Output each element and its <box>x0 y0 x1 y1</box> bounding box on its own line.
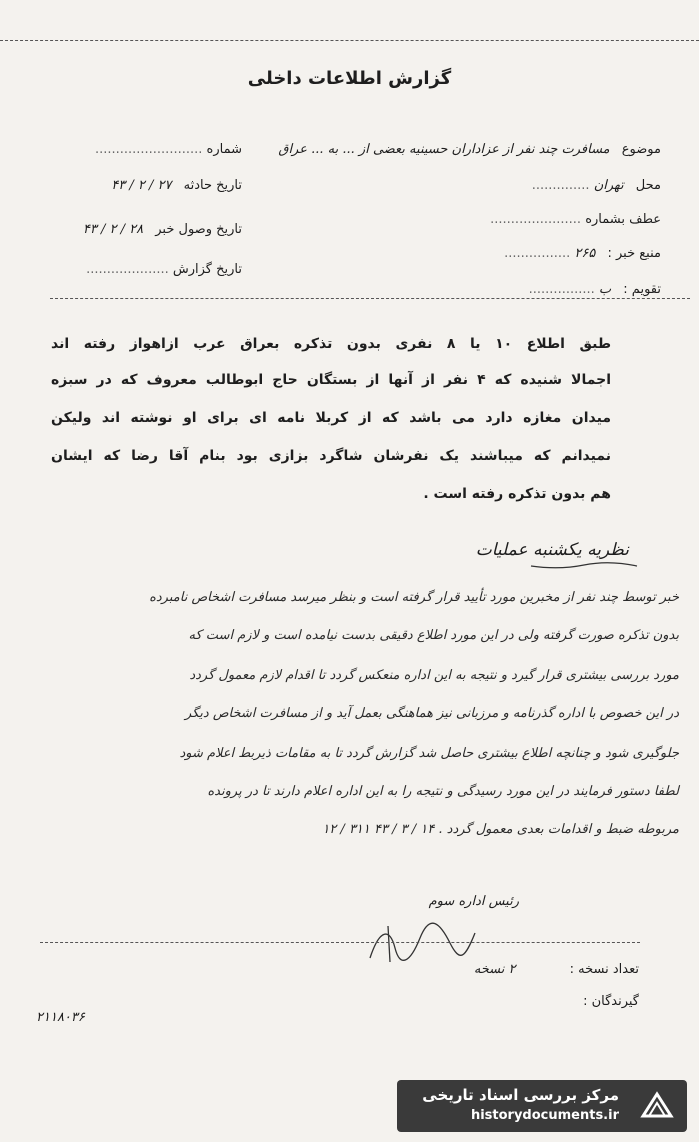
recipients-field <box>583 994 639 1009</box>
opinion-line: در این خصوص با اداره گذرنامه و مرزبانی نیز هماهنگی بعمل آید و از مسافرت اشخاص دیگر <box>184 706 679 721</box>
signature-icon <box>360 918 480 968</box>
opinion-line: بدون تذکره صورت گرفته ولی در این مورد اطلاع دقیقی بدست نیامده است و لازم است که <box>188 628 679 643</box>
subject-value: مسافرت چند نفر از عزاداران حسینیه بعضی از ... به ... عراق <box>278 142 610 157</box>
receipt-date-field <box>52 222 242 237</box>
assessment-value: ب <box>598 282 612 297</box>
incident-date-value: ۲۷ / ۲ / ۴۳ <box>111 178 172 193</box>
source-label: منبع خبر : <box>607 246 661 261</box>
document-title: گزارش اطلاعات داخلی <box>247 68 452 89</box>
opinion-line: خبر توسط چند نفر از مخبرین مورد تأیید قرار گرفته است و بنظر میرسد مسافرت اشخاص نامبرده <box>149 590 679 605</box>
subject-field <box>278 142 661 157</box>
footer-divider <box>40 942 640 943</box>
copies-value: ۲ نسخه <box>473 962 516 977</box>
heading-underline <box>529 562 639 570</box>
source-value: ۲۶۵ <box>574 246 596 261</box>
signature-line: رئیس اداره سوم <box>428 894 519 909</box>
body-line: طبق اطلاع ۱۰ یا ۸ نفری بدون تذکره بعراق عرب ازاهواز رفته اند <box>51 336 612 352</box>
incident-date-label: تاریخ حادثه <box>183 178 242 193</box>
receipt-date-value: ۲۸ / ۲ / ۴۳ <box>82 222 144 237</box>
opinion-heading: نظریه یکشنبه عملیات <box>475 540 629 560</box>
archive-url: historydocuments.ir <box>470 1108 619 1123</box>
case-field: عطف بشماره ...................... <box>490 212 661 227</box>
opinion-line: مربوطه ضبط و اقدامات بعدی معمول گردد . ۱۴ / ۳ / ۴۳ ۳۱۱ / ۱۲ <box>322 822 679 837</box>
archive-name: مرکز بررسی اسناد تاریخی <box>422 1086 619 1104</box>
book-icon <box>637 1086 677 1126</box>
subject-label: موضوع <box>621 142 661 157</box>
assessment-label: تقویم : <box>623 282 661 297</box>
top-divider <box>0 40 699 41</box>
body-line: هم بدون تذکره رفته است . <box>423 486 611 502</box>
place-field: محل تهران .............. <box>531 178 661 193</box>
source-field: منبع خبر : ۲۶۵ ................ <box>504 246 661 261</box>
body-line: اجمالا شنیده که ۴ نفر از آنها از بستگان حاج ابوطالب معروف که در سبزه <box>51 372 612 388</box>
archive-watermark <box>397 1080 687 1132</box>
opinion-line: لطفا دستور فرمایند در این مورد رسیدگی و نتیجه را به این اداره اعلام دارند تا در پرونده <box>207 784 679 799</box>
body-line: نمیدانم که میباشند یک نفرشان شاگرد بزازی بود بنام آقا رضا که ایشان <box>51 448 611 464</box>
report-date-label: تاریخ گزارش <box>172 262 242 277</box>
number-label: شماره <box>206 142 242 157</box>
receipt-date-label: تاریخ وصول خبر <box>155 222 242 237</box>
body-line: میدان مغازه دارد می باشد که از کربلا نامه ای برای او نوشته اند ولیکن <box>51 410 611 426</box>
header-divider <box>50 298 690 299</box>
recipients-label: گیرندگان : <box>583 994 639 1009</box>
report-date-field: تاریخ گزارش .................... <box>86 262 242 277</box>
opinion-line: مورد بررسی بیشتری قرار گیرد و نتیجه به این اداره منعکس گردد تا اقدام لازم معمول گردد <box>189 668 679 683</box>
copies-label: تعداد نسخه : <box>569 962 639 977</box>
place-label: محل <box>635 178 661 193</box>
assessment-field: تقویم : ب ................ <box>528 282 661 297</box>
place-value: تهران <box>593 178 624 193</box>
case-label: عطف بشماره <box>585 212 661 227</box>
number-field: شماره .......................... <box>94 142 242 157</box>
opinion-line: جلوگیری شود و چنانچه اطلاع بیشتری حاصل شد گزارش گردد تا به مقامات ذیربط اعلام شود <box>179 746 679 761</box>
document-number: ۲۱۱۸۰۳۶ <box>36 1010 85 1025</box>
incident-date-field <box>52 178 242 193</box>
copies-field <box>474 962 639 977</box>
